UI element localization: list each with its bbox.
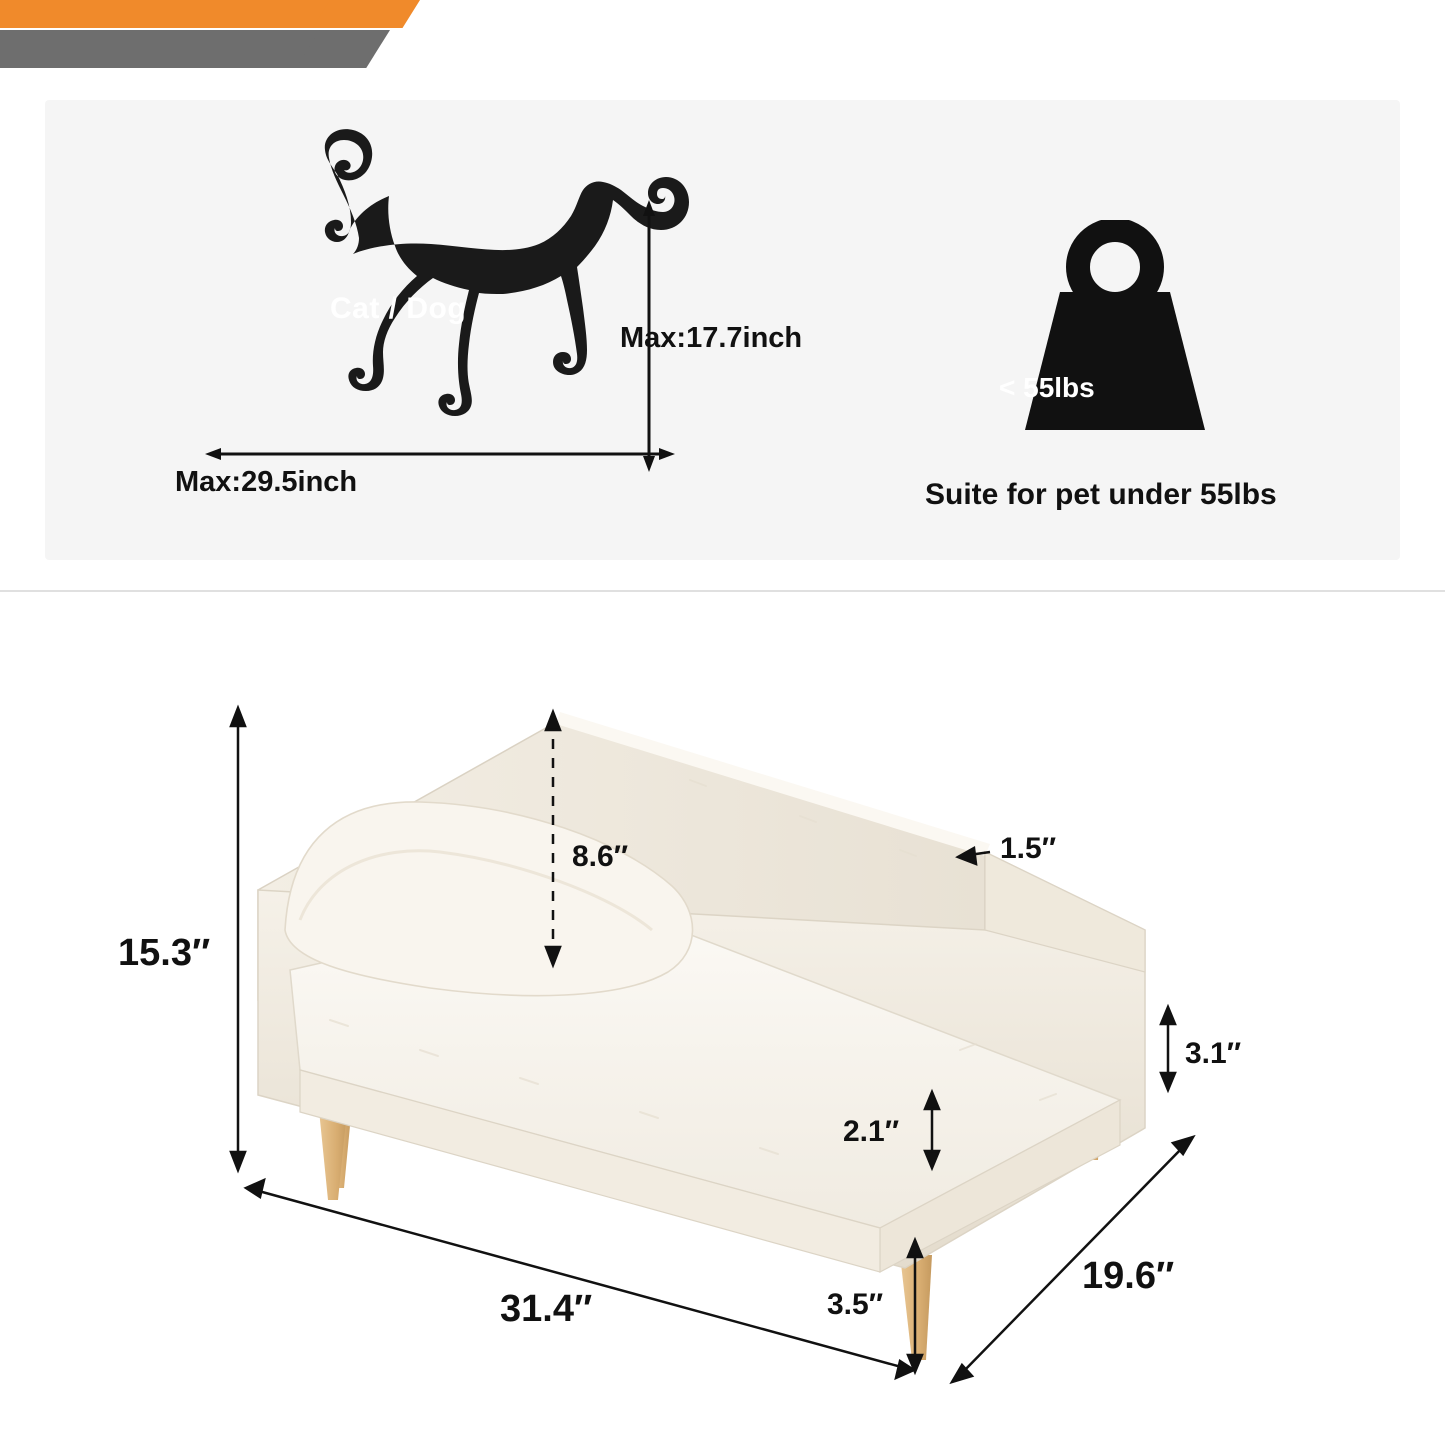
pet-sofa-illustration <box>0 600 1445 1445</box>
pet-weight-block <box>925 220 1365 520</box>
pet-type-label: Cat / Dog <box>330 292 467 325</box>
dim-bolster-height: 8.6″ <box>572 840 629 873</box>
dim-total-height: 15.3″ <box>118 932 211 974</box>
top-ribbon <box>0 0 1445 80</box>
pet-width-arrow <box>205 440 675 468</box>
dim-length: 31.4″ <box>500 1288 593 1330</box>
ribbon-orange-bevel <box>313 0 420 28</box>
pet-max-width-label: Max:29.5inch <box>175 466 358 498</box>
dim-depth: 19.6″ <box>1082 1255 1175 1297</box>
pet-max-height-label: Max:17.7inch <box>620 322 803 354</box>
weight-icon <box>1000 220 1230 450</box>
weight-value-label: < 55lbs <box>999 372 1095 403</box>
dim-leg-height: 3.5″ <box>827 1288 884 1321</box>
dim-base-lip: 2.1″ <box>843 1115 900 1148</box>
weight-caption-label: Suite for pet under 55lbs <box>925 478 1277 511</box>
section-divider <box>0 590 1445 592</box>
pet-spec-panel <box>45 100 1400 560</box>
dim-cushion-side: 3.1″ <box>1185 1037 1242 1070</box>
dim-armrest-thickness: 1.5″ <box>1000 832 1057 865</box>
product-diagram <box>0 600 1445 1445</box>
